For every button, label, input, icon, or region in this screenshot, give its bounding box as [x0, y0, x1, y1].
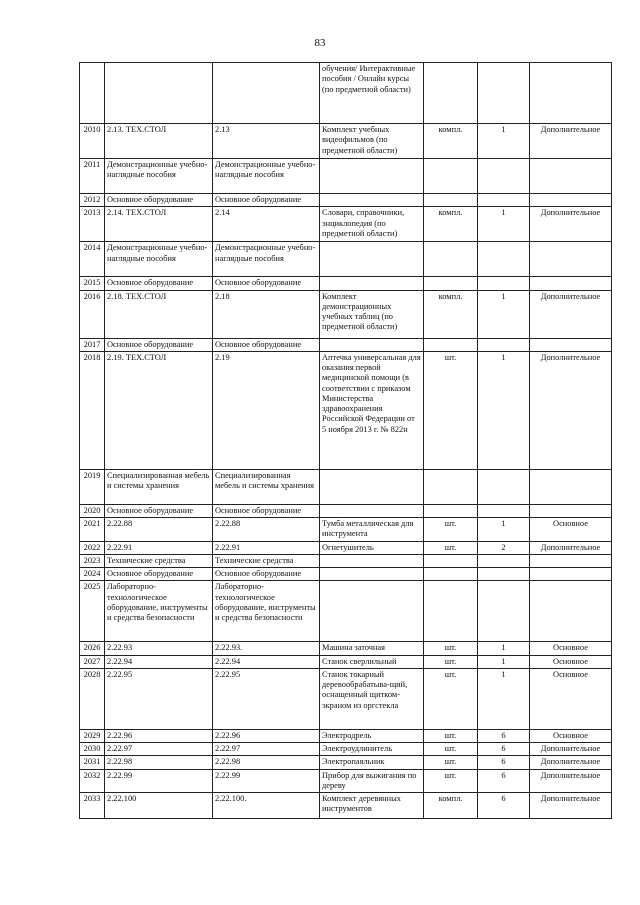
row-number-cell: 2033	[80, 793, 105, 819]
unit-cell: шт.	[424, 769, 478, 793]
unit-cell: шт.	[424, 729, 478, 742]
row-number-cell: 2019	[80, 469, 105, 504]
unit-cell	[424, 581, 478, 642]
quantity-cell	[478, 581, 530, 642]
item-name-cell: Станок сверлильный	[320, 655, 424, 668]
quantity-cell: 1	[478, 351, 530, 469]
category-cell: Демонстрационные учебно-наглядные пособия	[213, 159, 320, 194]
equipment-type-cell: Дополнительное	[530, 769, 612, 793]
section-code-cell: Основное оборудование	[105, 194, 213, 207]
table-row	[80, 124, 612, 159]
equipment-type-cell: Дополнительное	[530, 541, 612, 554]
equipment-type-cell: Основное	[530, 729, 612, 742]
section-code-cell: 2.18. ТЕХ.СТОЛ	[105, 290, 213, 338]
category-cell: Технические средства	[213, 554, 320, 567]
unit-cell	[424, 338, 478, 351]
quantity-cell	[478, 159, 530, 194]
section-code-cell: 2.22.88	[105, 518, 213, 542]
equipment-type-cell	[530, 277, 612, 290]
row-number-cell: 2026	[80, 642, 105, 655]
row-number-cell: 2011	[80, 159, 105, 194]
row-number-cell: 2027	[80, 655, 105, 668]
section-code-cell: Технические средства	[105, 554, 213, 567]
table-row	[80, 242, 612, 277]
category-cell: 2.22.99	[213, 769, 320, 793]
row-number-cell: 2017	[80, 338, 105, 351]
table-row	[80, 541, 612, 554]
quantity-cell	[478, 63, 530, 124]
item-name-cell: Словари, справочники, энциклопедия (по предметной области)	[320, 207, 424, 242]
quantity-cell: 2	[478, 541, 530, 554]
section-code-cell: 2.14. ТЕХ.СТОЛ	[105, 207, 213, 242]
unit-cell: шт.	[424, 655, 478, 668]
category-cell: 2.19	[213, 351, 320, 469]
equipment-type-cell	[530, 554, 612, 567]
table-row	[80, 554, 612, 567]
row-number-cell: 2029	[80, 729, 105, 742]
row-number-cell: 2028	[80, 668, 105, 729]
unit-cell: компл.	[424, 124, 478, 159]
table-row	[80, 642, 612, 655]
quantity-cell: 6	[478, 743, 530, 756]
row-number-cell: 2016	[80, 290, 105, 338]
section-code-cell: Демонстрационные учебно-наглядные пособия	[105, 242, 213, 277]
quantity-cell: 1	[478, 518, 530, 542]
table-row	[80, 207, 612, 242]
section-code-cell: Специализированная мебель и системы хранения	[105, 469, 213, 504]
equipment-type-cell: Основное	[530, 655, 612, 668]
section-code-cell: 2.22.100	[105, 793, 213, 819]
item-name-cell: Электроудлинитель	[320, 743, 424, 756]
row-number-cell: 2024	[80, 568, 105, 581]
category-cell: 2.22.97	[213, 743, 320, 756]
item-name-cell: Электродрель	[320, 729, 424, 742]
equipment-type-cell	[530, 469, 612, 504]
item-name-cell	[320, 581, 424, 642]
unit-cell: шт.	[424, 351, 478, 469]
quantity-cell: 1	[478, 655, 530, 668]
row-number-cell: 2010	[80, 124, 105, 159]
category-cell: 2.22.93.	[213, 642, 320, 655]
table-row	[80, 668, 612, 729]
table-row	[80, 769, 612, 793]
table-row	[80, 518, 612, 542]
equipment-type-cell: Основное	[530, 642, 612, 655]
item-name-cell	[320, 277, 424, 290]
equipment-type-cell: Дополнительное	[530, 124, 612, 159]
item-name-cell	[320, 554, 424, 567]
category-cell: 2.22.96	[213, 729, 320, 742]
unit-cell: компл.	[424, 207, 478, 242]
unit-cell	[424, 159, 478, 194]
item-name-cell	[320, 504, 424, 517]
item-name-cell	[320, 159, 424, 194]
table-row	[80, 277, 612, 290]
item-name-cell: Комплект деревянных инструментов	[320, 793, 424, 819]
unit-cell	[424, 194, 478, 207]
item-name-cell: Электропаяльник	[320, 756, 424, 769]
quantity-cell	[478, 554, 530, 567]
section-code-cell: 2.22.95	[105, 668, 213, 729]
category-cell: Специализированная мебель и системы хранения	[213, 469, 320, 504]
quantity-cell: 6	[478, 729, 530, 742]
item-name-cell: Тумба металлическая для инструмента	[320, 518, 424, 542]
section-code-cell: 2.22.96	[105, 729, 213, 742]
table-row	[80, 63, 612, 124]
equipment-type-cell	[530, 504, 612, 517]
section-code-cell: 2.22.93	[105, 642, 213, 655]
equipment-type-cell	[530, 568, 612, 581]
row-number-cell: 2012	[80, 194, 105, 207]
table-row	[80, 743, 612, 756]
row-number-cell: 2015	[80, 277, 105, 290]
quantity-cell	[478, 277, 530, 290]
unit-cell: шт.	[424, 642, 478, 655]
category-cell: 2.18	[213, 290, 320, 338]
table-row	[80, 338, 612, 351]
unit-cell	[424, 242, 478, 277]
item-name-cell	[320, 469, 424, 504]
unit-cell: шт.	[424, 541, 478, 554]
equipment-type-cell: Дополнительное	[530, 743, 612, 756]
category-cell: 2.13	[213, 124, 320, 159]
category-cell: Основное оборудование	[213, 568, 320, 581]
table-row	[80, 729, 612, 742]
item-name-cell	[320, 194, 424, 207]
unit-cell	[424, 277, 478, 290]
item-name-cell: Аптечка универсальная для оказания первой медицинской помощи (в соответствии с приказом Министерства здравоохранения Российской Федерации от 5 ноября 2013 г. № 822н	[320, 351, 424, 469]
quantity-cell: 1	[478, 642, 530, 655]
item-name-cell: Прибор для выжигания по дереву	[320, 769, 424, 793]
row-number-cell	[80, 63, 105, 124]
equipment-type-cell: Дополнительное	[530, 793, 612, 819]
category-cell: Демонстрационные учебно-наглядные пособия	[213, 242, 320, 277]
item-name-cell	[320, 242, 424, 277]
category-cell: Лабораторно-технологическое оборудование, инструменты и средства безопасности	[213, 581, 320, 642]
table-row	[80, 756, 612, 769]
quantity-cell: 6	[478, 756, 530, 769]
equipment-type-cell: Дополнительное	[530, 351, 612, 469]
quantity-cell	[478, 469, 530, 504]
item-name-cell	[320, 568, 424, 581]
quantity-cell: 6	[478, 769, 530, 793]
equipment-type-cell	[530, 581, 612, 642]
table-row	[80, 351, 612, 469]
row-number-cell: 2023	[80, 554, 105, 567]
unit-cell: шт.	[424, 668, 478, 729]
row-number-cell: 2032	[80, 769, 105, 793]
section-code-cell: 2.22.94	[105, 655, 213, 668]
quantity-cell	[478, 242, 530, 277]
category-cell: Основное оборудование	[213, 504, 320, 517]
category-cell: 2.22.91	[213, 541, 320, 554]
row-number-cell: 2025	[80, 581, 105, 642]
quantity-cell: 1	[478, 290, 530, 338]
section-code-cell: Лабораторно-технологическое оборудование, инструменты и средства безопасности	[105, 581, 213, 642]
equipment-type-cell: Дополнительное	[530, 207, 612, 242]
equipment-type-cell	[530, 159, 612, 194]
row-number-cell: 2031	[80, 756, 105, 769]
equipment-type-cell	[530, 63, 612, 124]
table-row	[80, 655, 612, 668]
equipment-type-cell: Основное	[530, 518, 612, 542]
table-row	[80, 159, 612, 194]
unit-cell: компл.	[424, 290, 478, 338]
item-name-cell: Машина заточная	[320, 642, 424, 655]
category-cell: 2.22.95	[213, 668, 320, 729]
row-number-cell: 2020	[80, 504, 105, 517]
unit-cell	[424, 469, 478, 504]
category-cell: Основное оборудование	[213, 277, 320, 290]
equipment-type-cell	[530, 242, 612, 277]
equipment-type-cell: Дополнительное	[530, 756, 612, 769]
page-number: 83	[314, 37, 326, 49]
table-row	[80, 469, 612, 504]
item-name-cell: Станок токарный деревообрабатыва-щий, оснащенный щитком-экраном из оргстекла	[320, 668, 424, 729]
row-number-cell: 2022	[80, 541, 105, 554]
unit-cell: шт.	[424, 518, 478, 542]
section-code-cell: Основное оборудование	[105, 338, 213, 351]
row-number-cell: 2013	[80, 207, 105, 242]
table-row	[80, 194, 612, 207]
equipment-table-body	[80, 63, 612, 819]
table-row	[80, 568, 612, 581]
section-code-cell: 2.22.98	[105, 756, 213, 769]
row-number-cell: 2018	[80, 351, 105, 469]
equipment-type-cell	[530, 194, 612, 207]
unit-cell: шт.	[424, 743, 478, 756]
section-code-cell	[105, 63, 213, 124]
quantity-cell	[478, 194, 530, 207]
equipment-type-cell	[530, 338, 612, 351]
unit-cell	[424, 63, 478, 124]
row-number-cell: 2014	[80, 242, 105, 277]
quantity-cell	[478, 338, 530, 351]
category-cell: 2.22.98	[213, 756, 320, 769]
unit-cell	[424, 554, 478, 567]
section-code-cell: Демонстрационные учебно-наглядные пособия	[105, 159, 213, 194]
quantity-cell	[478, 504, 530, 517]
quantity-cell: 6	[478, 793, 530, 819]
equipment-table	[79, 62, 612, 819]
section-code-cell: Основное оборудование	[105, 504, 213, 517]
item-name-cell	[320, 338, 424, 351]
item-name-cell: обучения/ Интерактивные пособия / Онлайн курсы (по предметной области)	[320, 63, 424, 124]
section-code-cell: Основное оборудование	[105, 277, 213, 290]
unit-cell	[424, 568, 478, 581]
unit-cell	[424, 504, 478, 517]
row-number-cell: 2030	[80, 743, 105, 756]
quantity-cell: 1	[478, 124, 530, 159]
table-row	[80, 793, 612, 819]
table-row	[80, 581, 612, 642]
quantity-cell: 1	[478, 668, 530, 729]
row-number-cell: 2021	[80, 518, 105, 542]
table-row	[80, 290, 612, 338]
equipment-type-cell: Дополнительное	[530, 290, 612, 338]
section-code-cell: 2.22.99	[105, 769, 213, 793]
section-code-cell: 2.19. ТЕХ.СТОЛ	[105, 351, 213, 469]
section-code-cell: Основное оборудование	[105, 568, 213, 581]
category-cell: 2.22.100.	[213, 793, 320, 819]
section-code-cell: 2.22.97	[105, 743, 213, 756]
category-cell: Основное оборудование	[213, 194, 320, 207]
category-cell: 2.14	[213, 207, 320, 242]
category-cell: 2.22.88	[213, 518, 320, 542]
table-row	[80, 504, 612, 517]
quantity-cell: 1	[478, 207, 530, 242]
item-name-cell: Комплект демонстрационных учебных таблиц (по предметной области)	[320, 290, 424, 338]
category-cell	[213, 63, 320, 124]
equipment-type-cell: Основное	[530, 668, 612, 729]
unit-cell: компл.	[424, 793, 478, 819]
item-name-cell: Огнетушитель	[320, 541, 424, 554]
section-code-cell: 2.22.91	[105, 541, 213, 554]
section-code-cell: 2.13. ТЕХ.СТОЛ	[105, 124, 213, 159]
unit-cell: шт.	[424, 756, 478, 769]
quantity-cell	[478, 568, 530, 581]
category-cell: Основное оборудование	[213, 338, 320, 351]
item-name-cell: Комплект учебных видеофильмов (по предметной области)	[320, 124, 424, 159]
category-cell: 2.22.94	[213, 655, 320, 668]
